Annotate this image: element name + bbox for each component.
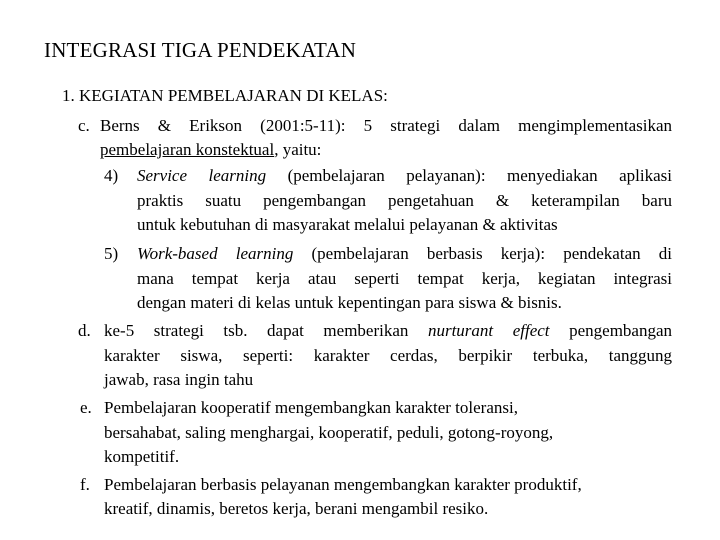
item-d-line3: jawab, rasa ingin tahu [104, 370, 254, 389]
item-d-line1: ke-5 strategi tsb. dapat memberikan nurturant effect pengembangan [104, 321, 673, 340]
item-d-marker: d. [78, 321, 91, 340]
item-f-line1: Pembelajaran berbasis pelayanan mengembangkan karakter produktif, [104, 475, 582, 494]
item-f-marker: f. [80, 475, 90, 494]
item-5-line3: dengan materi di kelas untuk kepentingan para siswa & bisnis. [137, 293, 562, 312]
item-e-line2: bersahabat, saling menghargai, kooperatif, peduli, gotong-royong, [104, 423, 554, 442]
item-e-marker: e. [80, 398, 92, 417]
item-4-marker: 4) [104, 166, 119, 185]
underlined-term: pembelajaran konstektual [100, 140, 275, 159]
item-5-line2: mana tempat kerja atau seperti tempat kerja, kegiatan integrasi [137, 269, 672, 288]
item-4-line1: Service learning (pembelajaran pelayanan): menyediakan aplikasi [137, 166, 672, 185]
item-f-line2: kreatif, dinamis, beretos kerja, berani mengambil resiko. [104, 499, 489, 518]
item-4-line3: untuk kebutuhan di masyarakat melalui pelayanan & aktivitas [137, 215, 558, 234]
item-c-line1: Berns & Erikson (2001:5-11): 5 strategi dalam mengimplementasikan [100, 116, 672, 135]
item-5-marker: 5) [104, 244, 119, 263]
item-e-line3: kompetitif. [104, 447, 180, 466]
section-heading: 1. KEGIATAN PEMBELAJARAN DI KELAS: [62, 86, 388, 105]
item-e-line1: Pembelajaran kooperatif mengembangkan karakter toleransi, [104, 398, 518, 417]
item-c-marker: c. [78, 116, 90, 135]
item-4-line2: praktis suatu pengembangan pengetahuan & keterampilan baru [137, 191, 672, 210]
item-5-line1: Work-based learning (pembelajaran berbasis kerja): pendekatan di [137, 244, 672, 263]
item-d-line2: karakter siswa, seperti: karakter cerdas, berpikir terbuka, tanggung [104, 346, 672, 365]
item-c-line2: pembelajaran konstektual, yaitu: [100, 140, 322, 159]
slide-title: INTEGRASI TIGA PENDEKATAN [44, 38, 357, 62]
